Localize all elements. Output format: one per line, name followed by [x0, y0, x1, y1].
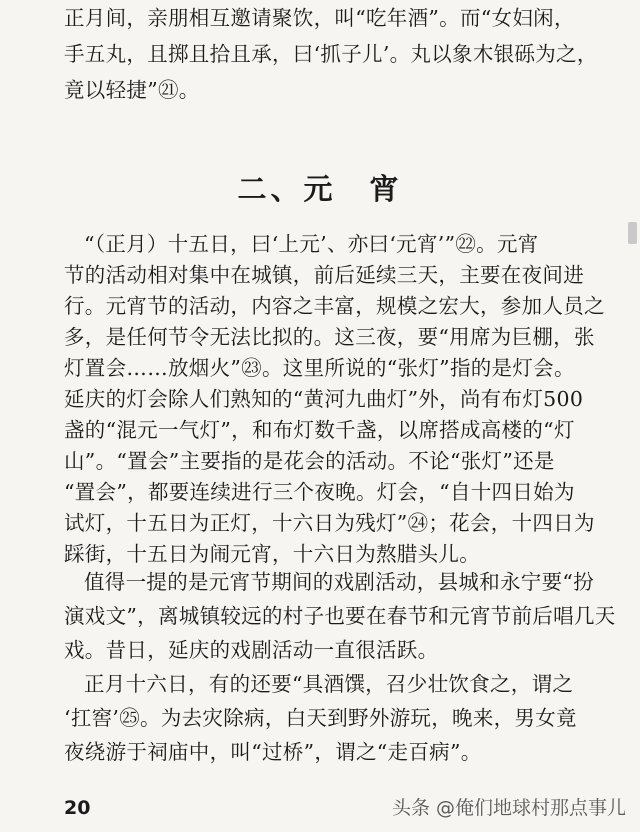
text-line: 值得一提的是元宵节期间的戏剧活动，县城和永宁要“扮 — [84, 570, 594, 594]
text-line: 踩街，十五日为闹元宵，十六日为熬腊头儿。 — [64, 542, 480, 566]
text-line: 盏的“混元一气灯”，和布灯数千盏，以席搭成高楼的“灯 — [64, 418, 575, 442]
text-line: 试灯，十五日为正灯，十六日为残灯”㉔；花会，十四日为 — [64, 511, 595, 535]
section-title: 二、元 宵 — [237, 172, 403, 206]
text-line: ‘扛窖’㉕。为去灾除病，白天到野外游玩，晚来，男女竟 — [64, 706, 577, 730]
text-line: “（正月）十五日，曰‘上元’、亦曰‘元宵’”㉒。元宵 — [84, 232, 539, 256]
text-line: 手五丸，且掷且拾且承，曰‘抓子儿’。丸以象木银砾为之， — [64, 42, 598, 66]
text-line: 延庆的灯会除人们熟知的“黄河九曲灯”外，尚有布灯500 — [64, 387, 584, 411]
text-line: 行。元宵节的活动，内容之丰富，规模之宏大，参加人员之 — [64, 294, 605, 318]
text-line: 夜绕游于祠庙中，叫“过桥”，谓之“走百病”。 — [64, 740, 482, 764]
text-line: 戏。昔日，延庆的戏剧活动一直很活跃。 — [64, 638, 439, 662]
text-line: 演戏文”，离城镇较远的村子也要在春节和元宵节前后唱几天 — [64, 604, 616, 628]
scan-edge-mark — [628, 222, 637, 244]
text-line: 多，是任何节令无法比拟的。这三夜，要“用席为巨棚，张 — [64, 325, 595, 349]
text-line: 正月间，亲朋相互邀请聚饮，叫“吃年酒”。而“女妇闲， — [64, 6, 575, 30]
text-line: 竟以轻捷”㉑。 — [64, 78, 200, 102]
text-line: “置会”，都要连续进行三个夜晚。灯会，“自十四日始为 — [64, 480, 575, 504]
text-line: 正月十六日，有的还要“具酒馔，召少壮饮食之，谓之 — [84, 672, 574, 696]
watermark: 头条 @俺们地球村那点事儿 — [391, 797, 626, 819]
text-line: 节的活动相对集中在城镇，前后延续三天，主要在夜间进 — [64, 263, 584, 287]
page-number: 20 — [64, 797, 91, 819]
text-line: 山”。“置会”主要指的是花会的活动。不论“张灯”还是 — [64, 449, 555, 473]
text-line: 灯置会……放烟火”㉓。这里所说的“张灯”指的是灯会。 — [64, 356, 575, 380]
